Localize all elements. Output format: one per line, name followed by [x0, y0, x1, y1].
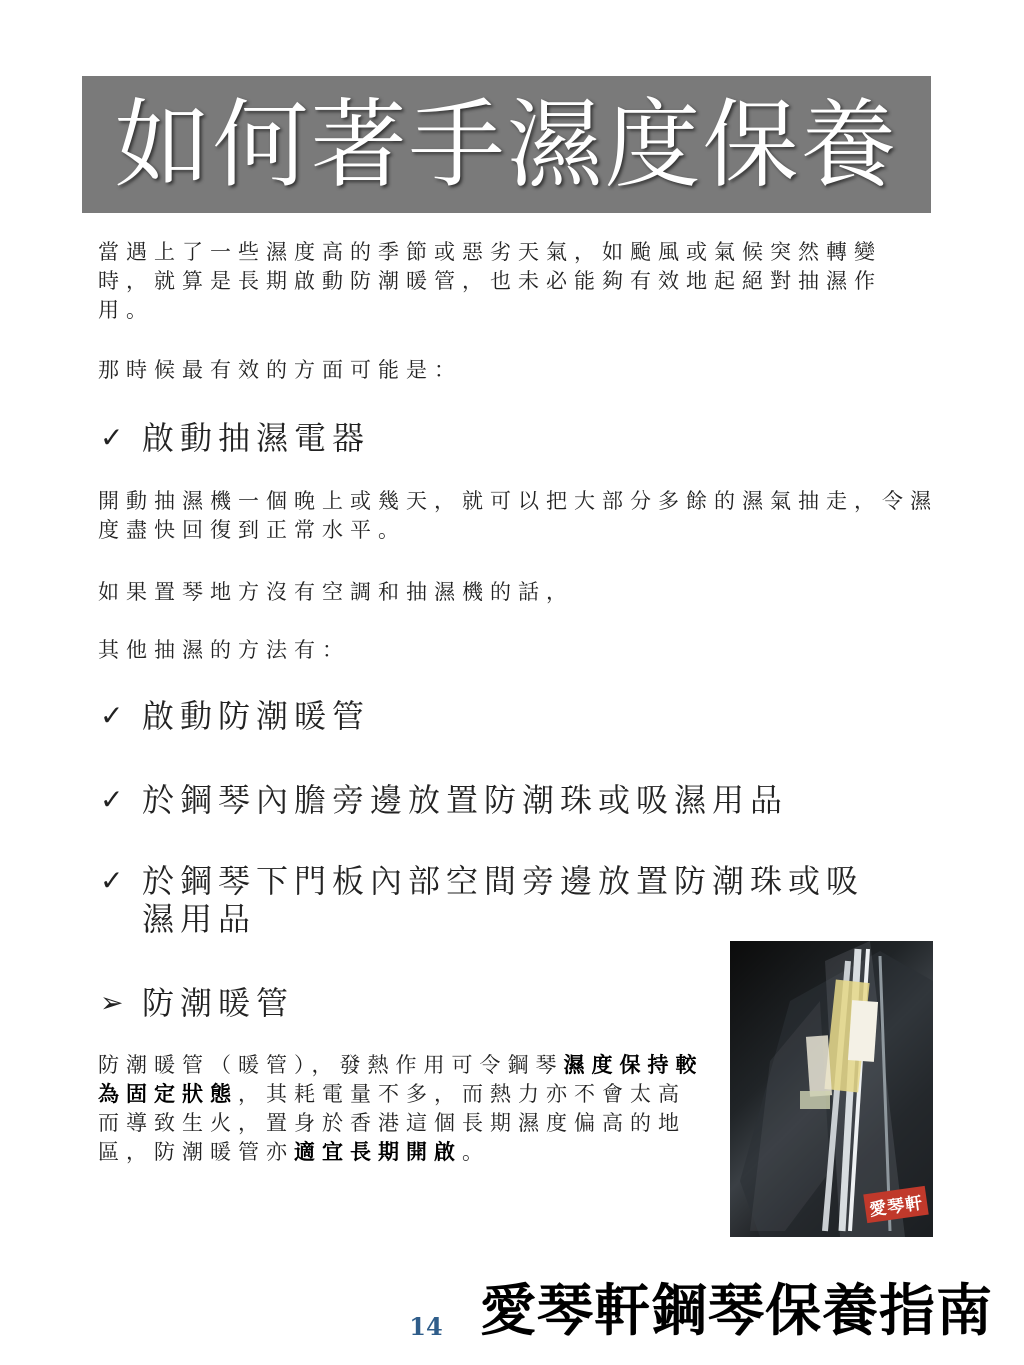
other-methods-paragraph: 其他抽濕的方法有：: [98, 638, 350, 662]
heater-tube-description: [98, 1051, 706, 1167]
checklist-item-label: 啟動抽濕電器: [142, 419, 371, 457]
checklist-item-inner-desiccant: [100, 781, 788, 819]
no-aircon-paragraph: 如果置琴地方沒有空調和抽濕機的話，: [98, 580, 574, 604]
check-mark-icon: ✓: [100, 421, 130, 454]
page-title: 如何著手濕度保養: [114, 88, 899, 201]
title-banner: [82, 76, 931, 213]
photo-stamp: 愛琴軒: [863, 1186, 928, 1223]
section-heading-label: 防潮暖管: [142, 984, 295, 1022]
check-mark-icon: ✓: [100, 783, 130, 816]
desc-text: 。: [462, 1140, 490, 1164]
desc-emphasis: 適宜長期開啟: [294, 1140, 462, 1164]
checklist-item-dehumidifier: [100, 419, 370, 457]
checklist-item-label: 於鋼琴內膽旁邊放置防潮珠或吸濕用品: [142, 781, 789, 819]
section-heading-heater-tube: [100, 984, 294, 1022]
footer-title: 愛琴軒鋼琴保養指南: [480, 1279, 993, 1344]
desc-text: ，其耗電量不多，而熱力亦不會太高而導致生火，置身於香港這個長期濕度偏高的地區，防潮暖管亦: [98, 1082, 686, 1164]
checklist-item-heater-tube: [100, 697, 370, 735]
checklist-item-label: 啟動防潮暖管: [142, 697, 371, 735]
check-mark-icon: ✓: [100, 864, 130, 897]
arrow-right-icon: ➢: [100, 986, 130, 1019]
desc-emphasis: 濕度保持較為固定狀態: [98, 1053, 704, 1106]
dehumidifier-paragraph: 開動抽濕機一個晚上或幾天，就可以把大部分多餘的濕氣抽走，令濕度盡快回復到正常水平。: [98, 489, 938, 542]
intro-lead: 那時候最有效的方面可能是：: [98, 358, 462, 382]
heater-tube-photo: [730, 941, 933, 1237]
checklist-item-label: 於鋼琴下門板內部空間旁邊放置防潮珠或吸濕用品: [142, 862, 865, 938]
desc-text: 防潮暖管（暖管），發熱作用可令鋼琴: [98, 1053, 564, 1077]
check-mark-icon: ✓: [100, 699, 130, 732]
intro-paragraph: 當遇上了一些濕度高的季節或惡劣天氣，如颱風或氣候突然轉變時，就算是長期啟動防潮暖管，也未必能夠有效地起絕對抽濕作用。: [98, 240, 882, 322]
page-number: 14: [409, 1312, 443, 1341]
checklist-item-lower-panel-desiccant: [100, 862, 900, 938]
